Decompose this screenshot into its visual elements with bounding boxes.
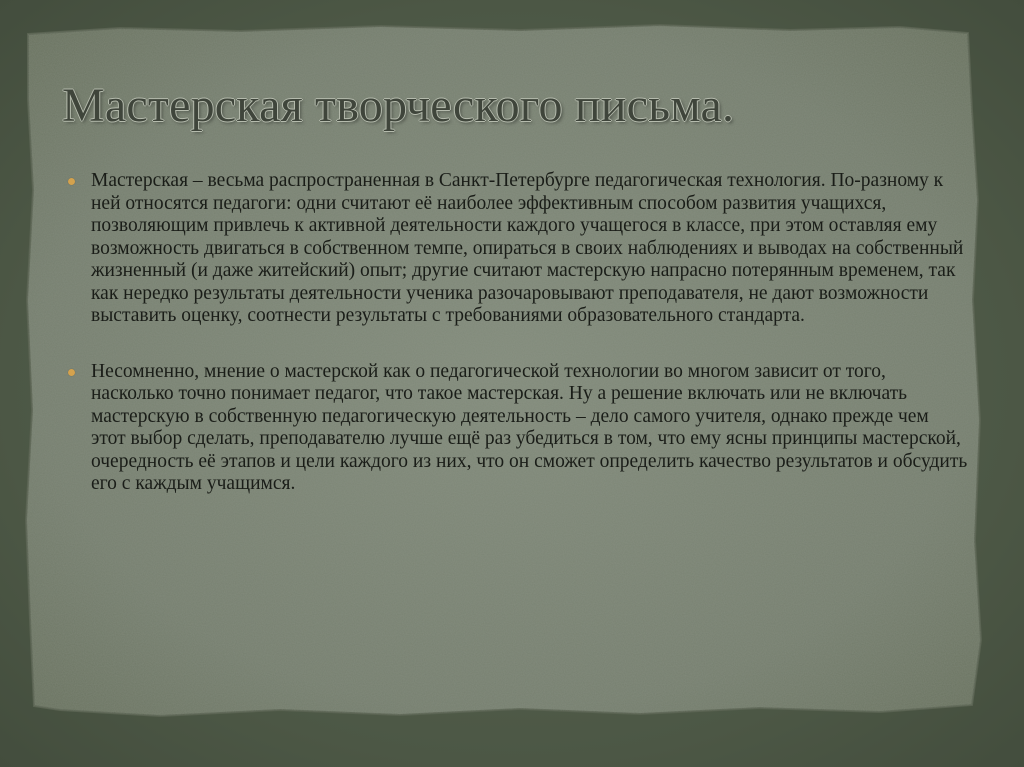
bullet-item	[68, 361, 968, 496]
slide-title: Мастерская творческого письма.	[62, 79, 735, 132]
bullet-text: Мастерская – весьма распространенная в Санкт-Петербурге педагогическая технология. По-разному к ней относятся педагоги: одни считают её наиболее эффективным способом развития учащихся, позволяющим привлечь к активной деятельности каждого учащегося в классе, при этом оставляя ему возможность двигаться в собственном темпе, опираться в своих наблюдениях и выводах на собственный жизненный (и даже житейский) опыт; другие считают мастерскую напрасно потерянным временем, так как нередко результаты деятельности ученика разочаровывают преподавателя, не дают возможности выставить оценку, соотнести результаты с требованиями образовательного стандарта.	[91, 170, 964, 326]
bullet-dot-icon	[68, 369, 75, 376]
bullet-list	[68, 170, 968, 496]
bullet-item	[68, 170, 968, 328]
bullet-dot-icon	[68, 178, 75, 185]
bullet-text: Несомненно, мнение о мастерской как о педагогической технологии во многом зависит от того, насколько точно понимает педагог, что такое мастерская. Ну а решение включать или не включать мастерскую в собственную педагогическую деятельность – дело самого учителя, однако прежде чем этот выбор сделать, преподавателю лучше ещё раз убедиться в том, что ему ясны принципы мастерской, очередность её этапов и цели каждого из них, что он сможет определить качество результатов и обсудить его с каждым учащимся.	[91, 360, 968, 494]
